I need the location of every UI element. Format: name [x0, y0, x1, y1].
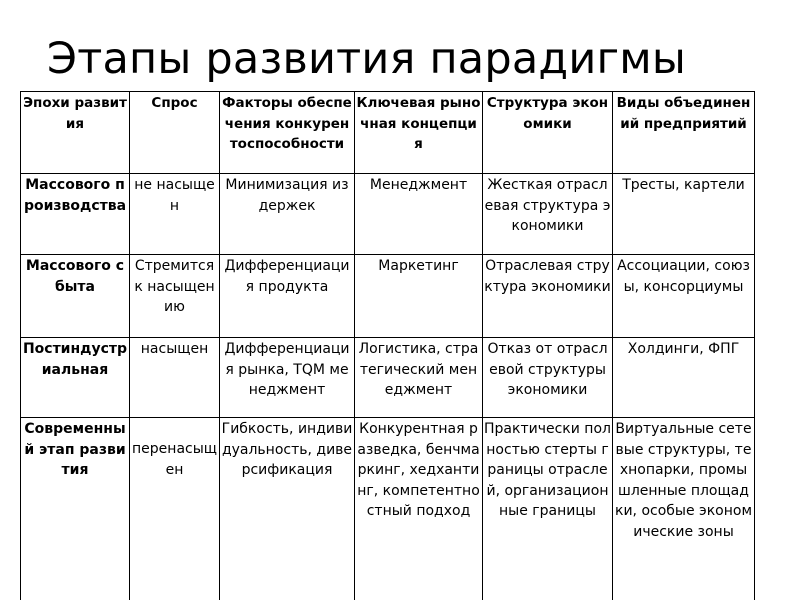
table-row: [21, 338, 755, 418]
cell-demand: перенасыщен: [130, 418, 220, 600]
cell-factors: Дифференциация рынка, TQM менеджмент: [220, 338, 355, 418]
header-enterprise-associations: Виды объединений предприятий: [613, 92, 755, 174]
cell-associations: Тресты, картели: [613, 174, 755, 255]
cell-structure: Практически полностью стерты границы отраслей, организационные границы: [483, 418, 613, 600]
cell-demand: Стремится к насыщению: [130, 255, 220, 338]
header-competitiveness-factors: Факторы обеспечения конкурентоспособности: [220, 92, 355, 174]
cell-associations: Виртуальные сетевые структуры, технопарки, промышленные площадки, особые экономические зоны: [613, 418, 755, 600]
cell-concept: Конкурентная разведка, бенчмаркинг, хедхантинг, компетентностный подход: [355, 418, 483, 600]
paradigm-stages-table: [20, 91, 755, 600]
cell-era: Массового производства: [21, 174, 130, 255]
cell-factors: Минимизация издержек: [220, 174, 355, 255]
cell-era: Массового сбыта: [21, 255, 130, 338]
page-title: Этапы развития парадигмы: [47, 34, 687, 84]
cell-structure: Отказ от отраслевой структуры экономики: [483, 338, 613, 418]
cell-factors: Дифференциация продукта: [220, 255, 355, 338]
table-row: [21, 255, 755, 338]
header-eras: Эпохи развития: [21, 92, 130, 174]
cell-structure: Жесткая отраслевая структура экономики: [483, 174, 613, 255]
cell-era: Современный этап развития: [21, 418, 130, 600]
cell-concept: Маркетинг: [355, 255, 483, 338]
cell-concept: Менеджмент: [355, 174, 483, 255]
cell-associations: Ассоциации, союзы, консорциумы: [613, 255, 755, 338]
header-economy-structure: Структура экономики: [483, 92, 613, 174]
cell-demand: насыщен: [130, 338, 220, 418]
cell-associations: Холдинги, ФПГ: [613, 338, 755, 418]
table-row: [21, 174, 755, 255]
header-market-concept: Ключевая рыночная концепция: [355, 92, 483, 174]
header-demand: Спрос: [130, 92, 220, 174]
cell-era: Постиндустриальная: [21, 338, 130, 418]
cell-demand: не насыщен: [130, 174, 220, 255]
cell-factors: Гибкость, индивидуальность, диверсификация: [220, 418, 355, 600]
table-row: [21, 418, 755, 600]
cell-concept: Логистика, стратегический менеджмент: [355, 338, 483, 418]
table-header-row: [21, 92, 755, 174]
cell-structure: Отраслевая структура экономики: [483, 255, 613, 338]
